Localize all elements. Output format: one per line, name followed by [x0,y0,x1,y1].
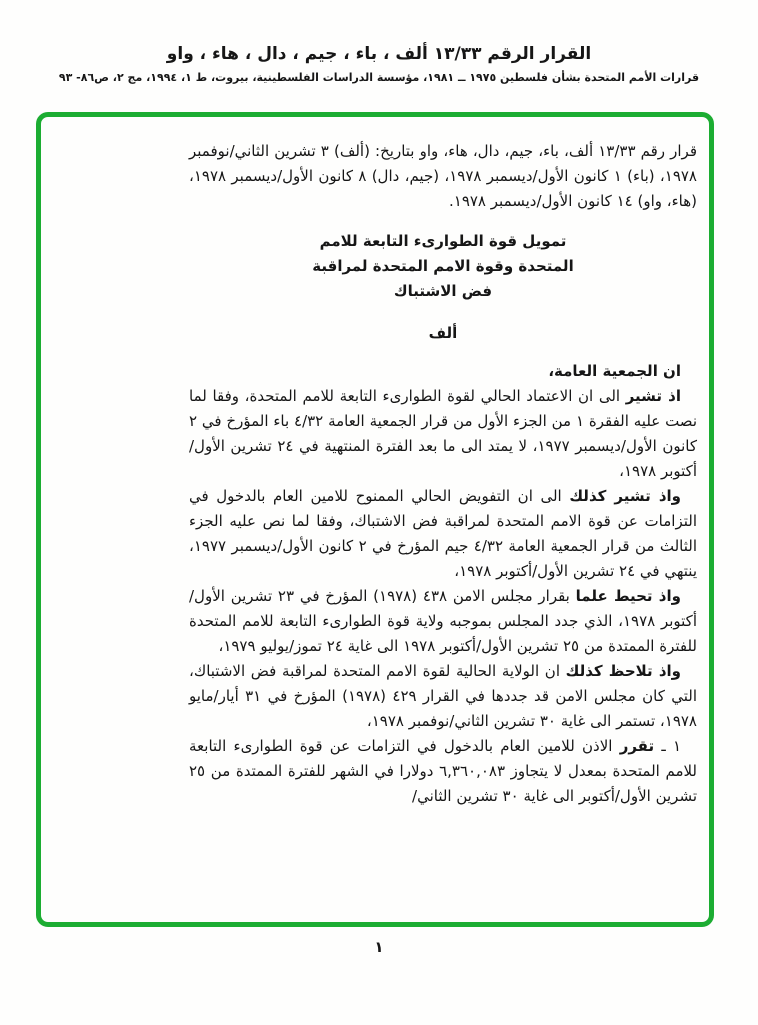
paragraph-lead: اذ تشير [625,387,681,405]
document-body [41,117,709,922]
section-label-alef: ألف [428,324,458,342]
paragraph-lead: واذ تلاحظ كذلك [565,662,681,680]
document-frame [36,112,714,927]
paragraph-text: الى ان الاعتماد الحالي لقوة الطوارىء التابعة للامم المتحدة، وفقا لما نصت عليه الفقرة ١ من الجزء الأول من قرار الجمعية العامة ٤/٣٢ باء المؤرخ في ٢ كانون الأول/ديسمبر ١٩٧٧، لا يمتد الى ما بعد الفترة المنتهية في ٢٤ تشرين الأول/أكتوبر ١٩٧٨، [189,387,697,480]
paragraph-decides [189,734,697,809]
document-header [0,44,758,84]
paragraph-text: ان الولاية الحالية لقوة الامم المتحدة لمراقبة فض الاشتباك، التي كان مجلس الامن قد جددها في القرار ٤٢٩ (١٩٧٨) المؤرخ في ٣١ أيار/مايو ١٩٧٨، تستمر الى غاية ٣٠ تشرين الثاني/نوفمبر ١٩٧٨، [189,662,697,730]
page-title: القرار الرقم ١٣/٣٣ ألف ، باء ، جيم ، دال ، هاء ، واو [166,44,592,64]
page-number: ١ [374,938,384,956]
paragraph-prefix: ١ ـ [654,737,682,755]
paragraph-taking-note [189,584,697,659]
resolution-heading-line: المتحدة وقوة الامم المتحدة لمراقبة [312,257,574,275]
paragraph-lead: واذ تشير كذلك [569,487,681,505]
resolution-intro: قرار رقم ١٣/٣٣ ألف، باء، جيم، دال، هاء، واو بتاريخ: (ألف) ٣ تشرين الثاني/نوفمبر ١٩٧٨، (باء) ١ كانون الأول/ديسمبر ١٩٧٨، (جيم، دال) ٨ كانون الأول/ديسمبر ١٩٧٨، (هاء، واو) ١٤ كانون الأول/ديسمبر ١٩٧٨. [189,142,698,210]
paragraph-recalling-further [189,484,697,584]
resolution-heading-line: فض الاشتباك [393,282,493,300]
resolution-heading-line: تمويل قوة الطوارىء التابعة للامم [319,232,567,250]
paragraph-lead: تقرر [619,737,655,755]
source-citation-line: قرارات الأمم المتحدة بشأن فلسطين ١٩٧٥ ــ ١٩٨١، مؤسسة الدراسات الفلسطينية، بيروت، ط ١، ١٩٩٤، مج ٢، ص٨٦- ٩٣ [58,71,700,84]
paragraph-lead: واذ تحيط علما [575,587,681,605]
paragraph-noting [189,659,697,734]
paragraph-text: بقرار مجلس الامن ٤٣٨ (١٩٧٨) المؤرخ في ٢٣ تشرين الأول/أكتوبر ١٩٧٨، الذي جدد المجلس بموجبه ولاية قوة الطوارىء التابعة للامم المتحدة للفترة الممتدة من ٢٥ تشرين الأول/أكتوبر ١٩٧٨ الى غاية ٢٤ تموز/يوليو ١٩٧٩، [189,587,697,655]
paragraph-recalling [189,384,697,484]
paragraph-text: الى ان التفويض الحالي الممنوح للامين العام بالدخول في التزامات عن قوة الامم المتحدة لمراقبة فض الاشتباك، وفقا لما نص عليه الجزء الثالث من قرار الجمعية العامة ٤/٣٢ جيم المؤرخ في ٢ كانون الأول/ديسمبر ١٩٧٧، ينتهي في ٢٤ تشرين الأول/أكتوبر ١٩٧٨، [189,487,697,580]
resolution-heading [189,229,697,304]
salutation: ان الجمعية العامة، [548,362,681,380]
paragraph-text: الاذن للامين العام بالدخول في التزامات عن قوة الطوارىء التابعة للامم المتحدة بمعدل لا يتجاوز ٦,٣٦٠,٠٨٣ دولارا في الشهر للفترة الممتدة من ٢٥ تشرين الأول/أكتوبر الى غاية ٣٠ تشرين الثاني/ [189,737,697,805]
